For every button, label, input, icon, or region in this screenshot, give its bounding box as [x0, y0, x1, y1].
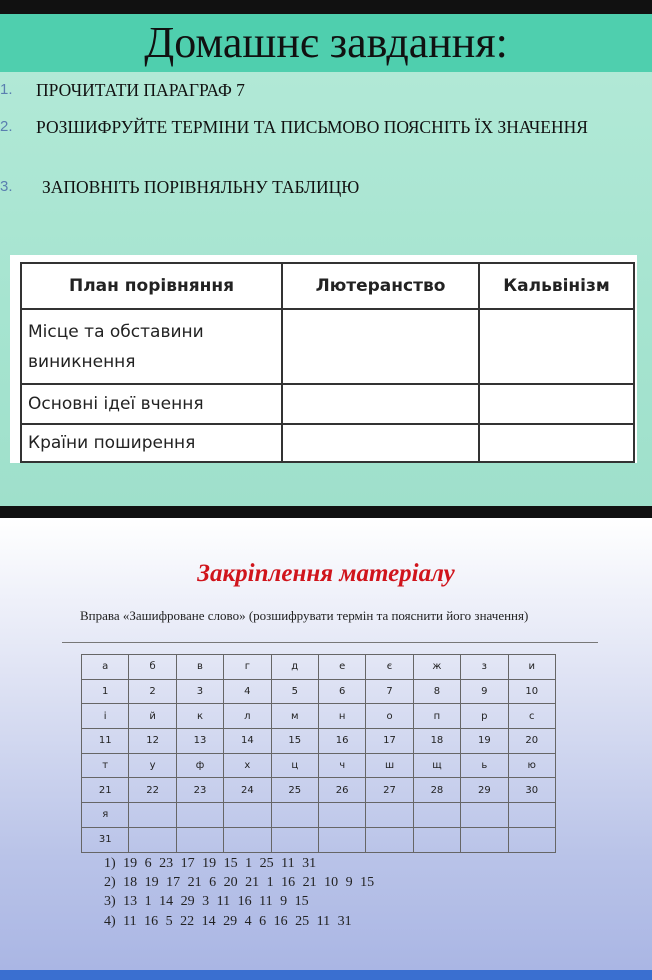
- cipher-row: [82, 704, 556, 729]
- cipher-cell: 29: [461, 778, 508, 803]
- homework-slide: [0, 14, 652, 506]
- cipher-cell: 4: [224, 679, 271, 704]
- cipher-cell: а: [82, 655, 129, 680]
- cipher-cell: я: [82, 803, 129, 828]
- cipher-cell: 14: [224, 729, 271, 754]
- cipher-cell: [318, 803, 365, 828]
- cipher-cell: 13: [176, 729, 223, 754]
- row-label: Країни поширення: [21, 424, 282, 462]
- divider: [62, 642, 598, 643]
- cipher-cell: [318, 827, 365, 852]
- task-text: РОЗШИФРУЙТЕ ТЕРМІНИ ТА ПИСЬМОВО ПОЯСНІТЬ ЇХ ЗНАЧЕННЯ: [36, 117, 588, 137]
- cipher-cell: [129, 827, 176, 852]
- cipher-cell: у: [129, 753, 176, 778]
- encoded-word: 3) 13 1 14 29 3 11 16 11 9 15: [104, 894, 309, 910]
- cipher-cell: 15: [271, 729, 318, 754]
- cipher-cell: 1: [82, 679, 129, 704]
- cipher-cell: 2: [129, 679, 176, 704]
- column-header: Лютеранство: [282, 263, 479, 309]
- cipher-cell: [129, 803, 176, 828]
- empty-cell: [282, 309, 479, 384]
- row-label: Основні ідеї вчення: [21, 384, 282, 424]
- cipher-cell: 20: [508, 729, 555, 754]
- cipher-cell: 18: [413, 729, 460, 754]
- cipher-cell: 12: [129, 729, 176, 754]
- cipher-cell: 21: [82, 778, 129, 803]
- cipher-cell: л: [224, 704, 271, 729]
- cipher-row: [82, 803, 556, 828]
- slide-title: Домашнє завдання:: [144, 18, 508, 67]
- cipher-cell: и: [508, 655, 555, 680]
- bottom-stripe: [0, 970, 652, 980]
- empty-cell: [479, 384, 634, 424]
- cipher-cell: е: [318, 655, 365, 680]
- task-number: 2.: [0, 118, 13, 135]
- encoded-words: [104, 854, 374, 931]
- cipher-cell: 19: [461, 729, 508, 754]
- cipher-cell: 25: [271, 778, 318, 803]
- cipher-cell: [413, 827, 460, 852]
- cipher-cell: м: [271, 704, 318, 729]
- cipher-cell: т: [82, 753, 129, 778]
- cipher-cell: 22: [129, 778, 176, 803]
- task-text: ЗАПОВНІТЬ ПОРІВНЯЛЬНУ ТАБЛИЦЮ: [42, 177, 360, 197]
- empty-cell: [479, 309, 634, 384]
- cipher-cell: ф: [176, 753, 223, 778]
- cipher-cell: 10: [508, 679, 555, 704]
- cipher-cell: н: [318, 704, 365, 729]
- cipher-cell: ю: [508, 753, 555, 778]
- cipher-cell: 28: [413, 778, 460, 803]
- cipher-cell: ч: [318, 753, 365, 778]
- cipher-cell: 3: [176, 679, 223, 704]
- cipher-cell: [271, 803, 318, 828]
- review-slide: [0, 518, 652, 970]
- cipher-cell: 8: [413, 679, 460, 704]
- column-header: Кальвінізм: [479, 263, 634, 309]
- cipher-cell: [224, 827, 271, 852]
- cipher-cell: 16: [318, 729, 365, 754]
- empty-cell: [282, 424, 479, 462]
- cipher-row: [82, 827, 556, 852]
- cipher-cell: 17: [366, 729, 413, 754]
- encoded-word: 4) 11 16 5 22 14 29 4 6 16 25 11 31: [104, 913, 352, 929]
- cipher-cell: [271, 827, 318, 852]
- cipher-cell: [413, 803, 460, 828]
- cipher-cell: х: [224, 753, 271, 778]
- cipher-cell: [176, 827, 223, 852]
- cipher-cell: 7: [366, 679, 413, 704]
- task-text: ПРОЧИТАТИ ПАРАГРАФ 7: [36, 80, 245, 100]
- row-label: Місце та обставини виникнення: [21, 309, 282, 384]
- column-header: План порівняння: [21, 263, 282, 309]
- comparison-table-panel: [10, 255, 637, 463]
- comparison-table: [20, 262, 635, 463]
- empty-cell: [282, 384, 479, 424]
- cipher-row: [82, 679, 556, 704]
- cipher-cell: [461, 827, 508, 852]
- cipher-row: [82, 778, 556, 803]
- cipher-cell: ц: [271, 753, 318, 778]
- cipher-cell: 30: [508, 778, 555, 803]
- cipher-cell: [176, 803, 223, 828]
- cipher-cell: с: [508, 704, 555, 729]
- cipher-cell: о: [366, 704, 413, 729]
- slide-header: [0, 14, 652, 72]
- encoded-word: 1) 19 6 23 17 19 15 1 25 11 31: [104, 856, 317, 871]
- cipher-cell: 24: [224, 778, 271, 803]
- cipher-cell: р: [461, 704, 508, 729]
- cipher-row: [82, 753, 556, 778]
- cipher-cell: ж: [413, 655, 460, 680]
- cipher-row: [82, 655, 556, 680]
- cipher-cell: [366, 827, 413, 852]
- cipher-cell: і: [82, 704, 129, 729]
- cipher-cell: п: [413, 704, 460, 729]
- cipher-cell: д: [271, 655, 318, 680]
- cipher-cell: 31: [82, 827, 129, 852]
- cipher-cell: в: [176, 655, 223, 680]
- cipher-table: [81, 654, 556, 853]
- cipher-row: [82, 729, 556, 754]
- cipher-cell: [508, 803, 555, 828]
- cipher-cell: 11: [82, 729, 129, 754]
- cipher-cell: [508, 827, 555, 852]
- cipher-cell: к: [176, 704, 223, 729]
- cipher-cell: г: [224, 655, 271, 680]
- encoded-word: 2) 18 19 17 21 6 20 21 1 16 21 10 9 15: [104, 875, 375, 891]
- task-number: 3.: [0, 178, 13, 195]
- empty-cell: [479, 424, 634, 462]
- cipher-cell: 6: [318, 679, 365, 704]
- cipher-cell: з: [461, 655, 508, 680]
- cipher-cell: є: [366, 655, 413, 680]
- slide-title: Закріплення матеріалу: [197, 560, 455, 587]
- cipher-cell: 9: [461, 679, 508, 704]
- cipher-cell: [366, 803, 413, 828]
- cipher-cell: ш: [366, 753, 413, 778]
- cipher-cell: ь: [461, 753, 508, 778]
- cipher-cell: 27: [366, 778, 413, 803]
- cipher-cell: 26: [318, 778, 365, 803]
- exercise-description: Вправа «Зашифроване слово» (розшифрувати термін та пояснити його значення): [80, 608, 529, 623]
- task-number: 1.: [0, 81, 13, 98]
- cipher-cell: [461, 803, 508, 828]
- cipher-cell: [224, 803, 271, 828]
- cipher-cell: щ: [413, 753, 460, 778]
- cipher-cell: й: [129, 704, 176, 729]
- cipher-cell: 5: [271, 679, 318, 704]
- cipher-cell: 23: [176, 778, 223, 803]
- cipher-cell: б: [129, 655, 176, 680]
